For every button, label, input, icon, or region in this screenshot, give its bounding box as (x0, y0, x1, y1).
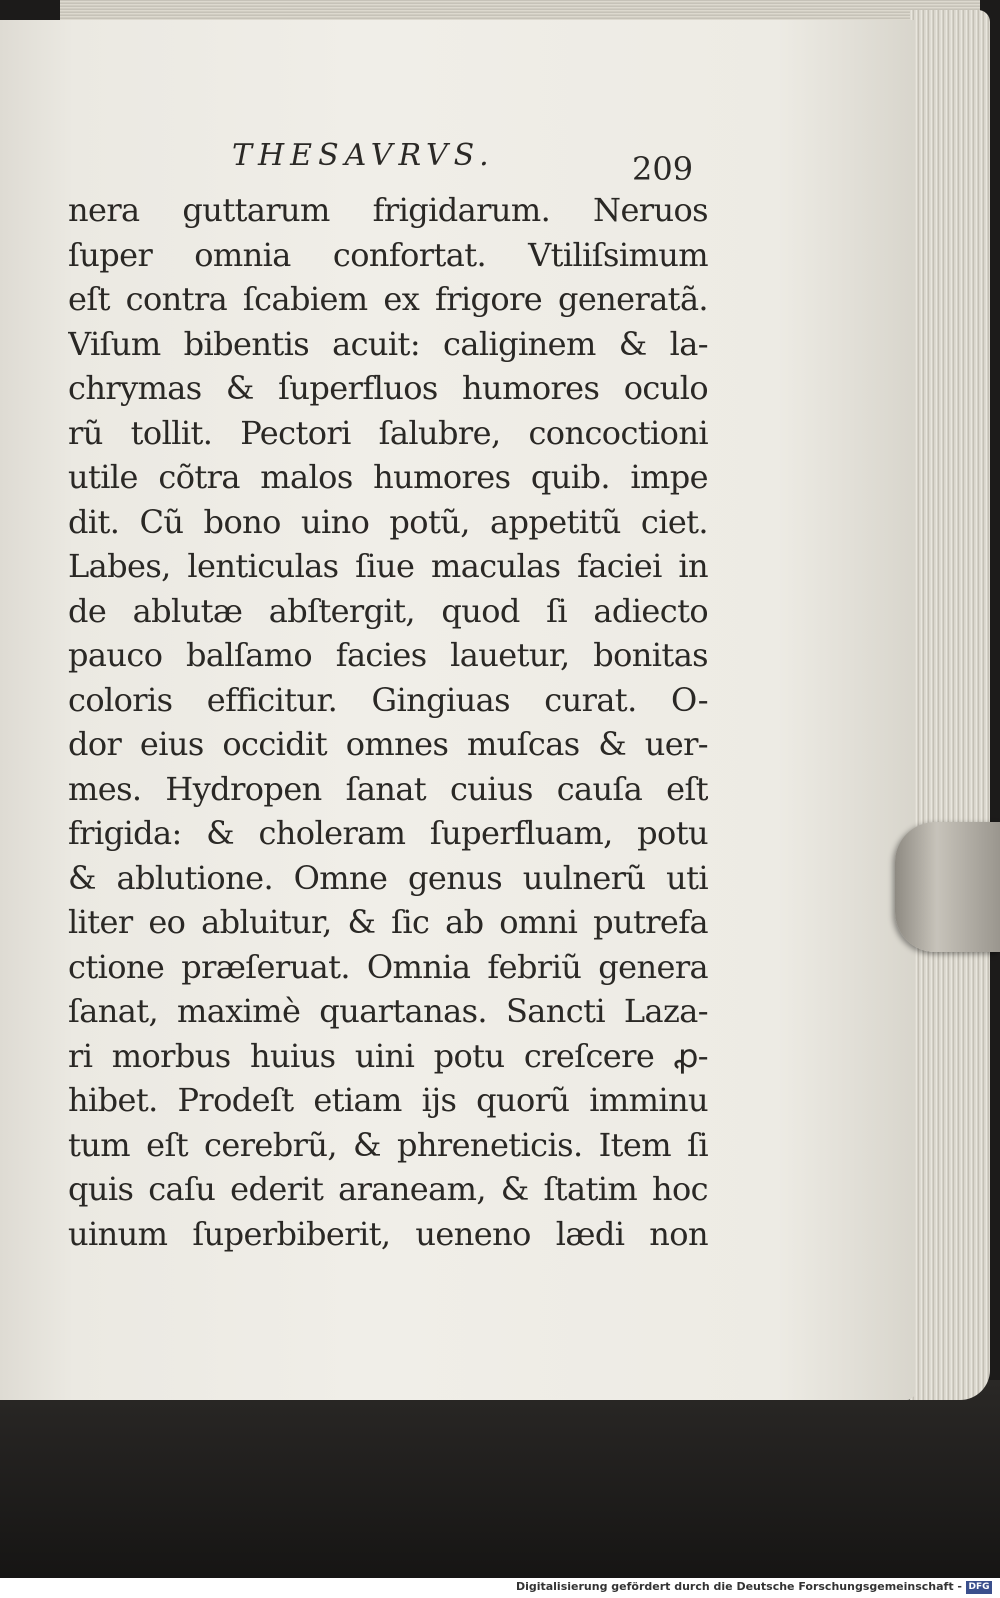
text-line: nera guttarum frigidarum. Neruos (68, 191, 708, 229)
text-line: chrymas & ſuperfluos humores oculo (68, 369, 708, 407)
footer-bar (0, 1578, 1000, 1598)
text-line: rũ tollit. Pectori ſalubre, concoctioni (68, 413, 708, 452)
text-line: quis caſu ederit araneam, & ſtatim hoc (68, 1170, 708, 1208)
running-head: THESAVRVS. (232, 138, 495, 173)
text-line: ri morbus huius uini potu creſcere ꝓ- (68, 1036, 708, 1075)
page-holder-clip (895, 822, 1000, 952)
text-line: de ablutæ abſtergit, quod ſi adiecto (68, 591, 708, 630)
text-line: dor eius occidit omnes muſcas & uer- (68, 725, 708, 763)
text-line: Viſum bibentis acuit: caliginem & la- (68, 324, 708, 363)
text-line: Labes, lenticulas ſiue maculas faciei in (68, 547, 708, 585)
text-line: liter eo abluitur, & ſic ab omni putrefa (68, 903, 708, 941)
text-line: hibet. Prodeſt etiam ijs quorũ imminu (68, 1081, 708, 1119)
text-line: pauco balſamo facies lauetur, bonitas (68, 636, 708, 674)
text-line: mes. Hydropen ſanat cuius cauſa eſt (68, 769, 708, 808)
footer-credit: Digitalisierung gefördert durch die Deutsche Forschungsgemeinschaft - (515, 1580, 962, 1593)
text-line: uinum ſuperbiberit, ueneno lædi non (68, 1214, 708, 1253)
page-number: 209 (632, 150, 694, 188)
book-page-stack (910, 10, 990, 1400)
text-line: ctione præſeruat. Omnia febriũ genera (68, 947, 708, 986)
dfg-logo-icon[interactable]: DFG (966, 1581, 992, 1594)
text-line: ſuper omnia confortat. Vtiliſsimum (68, 235, 708, 274)
text-line: dit. Cũ bono uino potũ, appetitũ ciet. (68, 502, 708, 541)
page-text (68, 188, 708, 1256)
table-background (0, 1380, 1000, 1598)
text-line: & ablutione. Omne genus uulnerũ uti (68, 858, 708, 897)
text-line: utile cõtra malos humores quib. impe (68, 458, 708, 496)
text-line: ſanat, maximè quartanas. Sancti Laza- (68, 992, 708, 1030)
text-line: tum eſt cerebrũ, & phreneticis. Item ſi (68, 1125, 708, 1164)
text-line: coloris efficitur. Gingiuas curat. O- (68, 680, 708, 719)
text-line: eſt contra ſcabiem ex frigore generatã. (68, 280, 708, 318)
text-line: frigida: & choleram ſuperfluam, potu (68, 814, 708, 852)
